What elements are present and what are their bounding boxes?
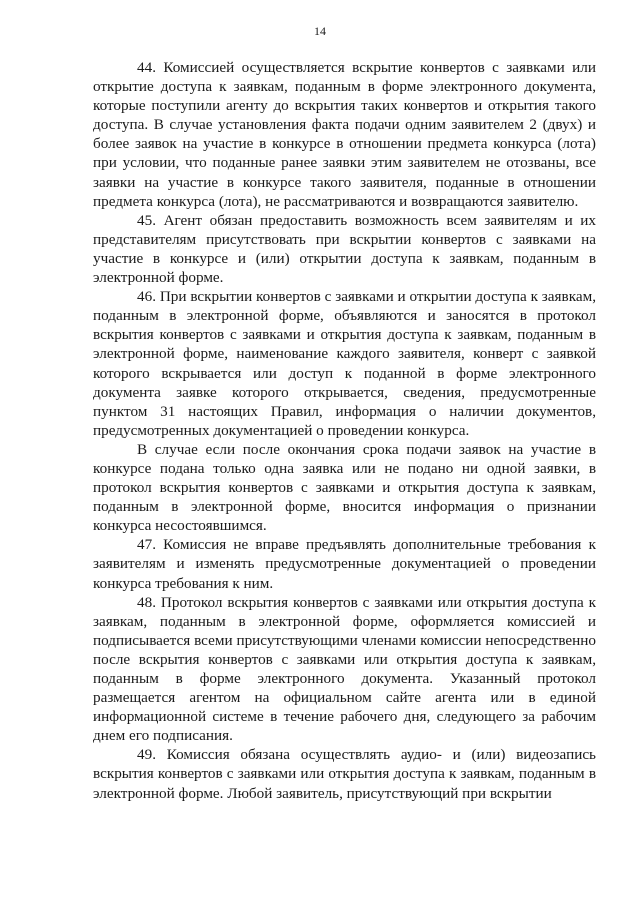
page-number: 14 <box>314 24 326 38</box>
paragraph-47: 47. Комиссия не вправе предъявлять дополнительные требования к заявителям и изменять предусмотренные документацией о проведении конкурса требования к ним. <box>93 536 596 592</box>
paragraph-45: 45. Агент обязан предоставить возможность всем заявителям и их представителям присутствовать при вскрытии конвертов с заявками на участие в конкурсе и (или) открытии доступа к заявкам, поданным в электронной форме. <box>93 211 596 287</box>
paragraph-49: 49. Комиссия обязана осуществлять аудио- и (или) видеозапись вскрытия конвертов с заявками или открытия доступа к заявкам, поданным в электронной форме. Любой заявитель, присутствующий при вскрытии <box>93 746 596 802</box>
paragraph-48: 48. Протокол вскрытия конвертов с заявками или открытия доступа к заявкам, поданным в электронной форме, оформляется комиссией и подписывается всеми присутствующими членами комиссии непосредственно после вскрытия конвертов с заявками или открытия доступа к заявкам, поданным в форме электронного документа. Указанный протокол размещается агентом на официальном сайте агента или в единой информационной системе в течение рабочего дня, следующего за рабочим днем его подписания. <box>93 593 596 745</box>
paragraph-46-continued: В случае если после окончания срока подачи заявок на участие в конкурсе подана только одна заявка или не подано ни одной заявки, в протокол вскрытия конвертов с заявками и открытия доступа к заявкам, поданным в электронной форме, вносится информация о признании конкурса несостоявшимся. <box>93 440 596 535</box>
paragraph-44: 44. Комиссией осуществляется вскрытие конвертов с заявками или открытие доступа к заявкам, поданным в форме электронного документа, которые поступили агенту до вскрытия таких конвертов и открытия такого доступа. В случае установления факта подачи одним заявителем 2 (двух) и более заявок на участие в конкурсе в отношении предмета конкурса (лота) при условии, что поданные ранее заявки этим заявителем не отозваны, все заявки на участие в конкурсе такого заявителя, поданные в отношении предмета конкурса (лота), не рассматриваются и возвращаются заявителю. <box>93 59 596 210</box>
paragraph-46: 46. При вскрытии конвертов с заявками и открытии доступа к заявкам, поданным в электронной форме, объявляются и заносятся в протокол вскрытия конвертов с заявками и открытия доступа к заявкам, поданным в электронной форме, наименование каждого заявителя, конверт с заявкой которого вскрывается или доступ к поданной в форме электронного документа заявке которого открывается, сведения, предусмотренные пунктом 31 настоящих Правил, информация о наличии документов, предусмотренных документацией о проведении конкурса. <box>93 288 596 439</box>
document-body <box>93 58 596 803</box>
